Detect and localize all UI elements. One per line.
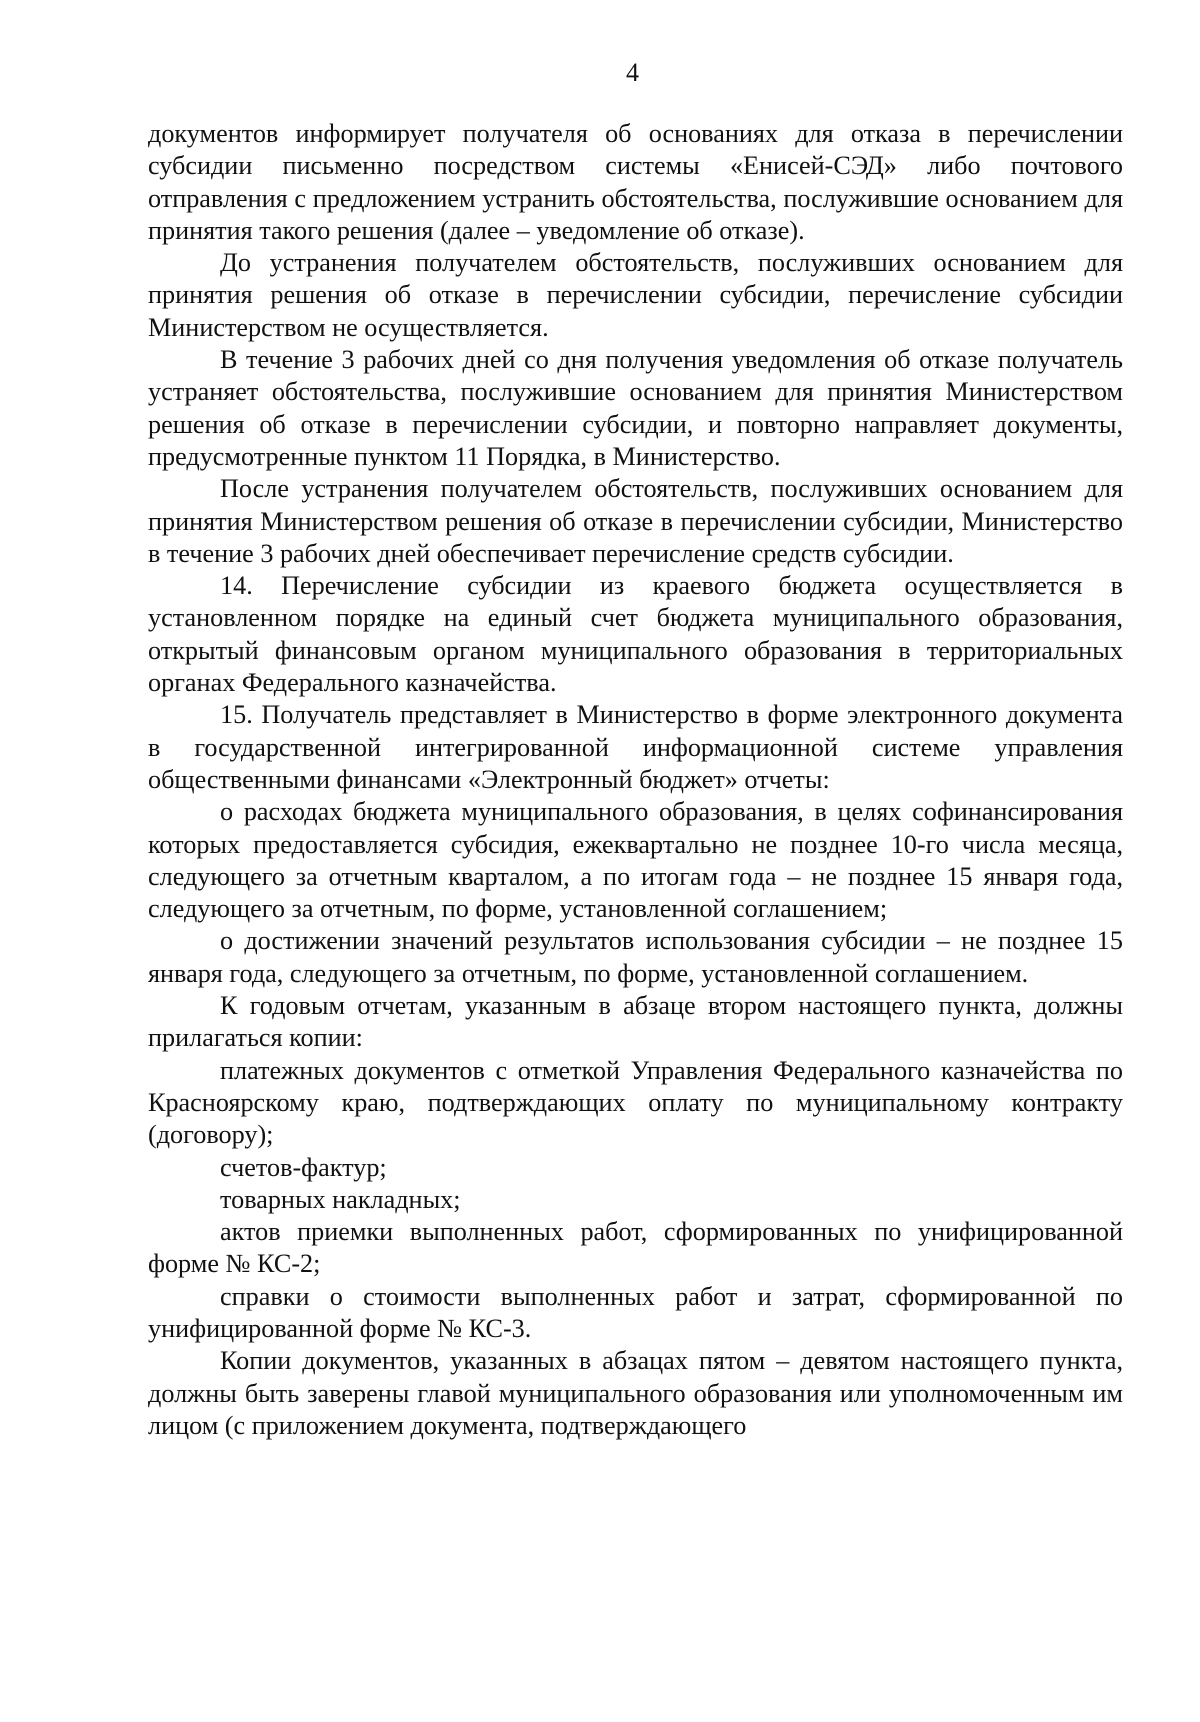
paragraph-4: После устранения получателем обстоятельств, послуживших основанием для принятия Министерством решения об отказе в перечислении субсидии, Министерство в течение 3 рабочих дней обеспечивает перечисление средств субсидии.: [148, 474, 1123, 568]
paragraph-copies-certification: Копии документов, указанных в абзацах пятом – девятом настоящего пункта, должны быть заверены главой муниципального образования или уполномоченным им лицом (с приложением документа, подтверждающего: [148, 1346, 1123, 1440]
list-item-waybills: товарных накладных;: [220, 1184, 461, 1214]
page-number: 4: [626, 58, 639, 87]
list-item-ks3-certificate: справки о стоимости выполненных работ и затрат, сформированной по унифицированной форме № КС-3.: [148, 1281, 1123, 1343]
paragraph-1: документов информирует получателя об основаниях для отказа в перечислении субсидии письменно посредством системы «Енисей-СЭД» либо почтового отправления с предложением устранить обстоятельства, послужившие основанием для принятия такого решения (далее – уведомление об отказе).: [148, 119, 1123, 245]
paragraph-item-15: 15. Получатель представляет в Министерство в форме электронного документа в государственной интегрированной информационной системе управления общественными финансами «Электронный бюджет» отчеты:: [148, 700, 1123, 794]
document-body: [148, 118, 1123, 1442]
paragraph-annual-reports: К годовым отчетам, указанным в абзаце втором настоящего пункта, должны прилагаться копии:: [148, 991, 1123, 1053]
paragraph-item-14: 14. Перечисление субсидии из краевого бюджета осуществляется в установленном порядке на единый счет бюджета муниципального образования, открытый финансовым органом муниципального образования в территориальных органах Федерального казначейства.: [148, 571, 1123, 698]
list-item-invoices: счетов-фактур;: [220, 1152, 387, 1182]
paragraph-report-expenses: о расходах бюджета муниципального образования, в целях софинансирования которых предоставляется субсидия, ежеквартально не позднее 10-го числа месяца, следующего за отчетным кварталом, а по итогам года – не позднее 15 января года, следующего за отчетным, по форме, установленной соглашением;: [148, 797, 1123, 924]
paragraph-report-results: о достижении значений результатов использования субсидии – не позднее 15 января года, следующего за отчетным, по форме, установленной соглашением.: [148, 926, 1123, 988]
paragraph-3: В течение 3 рабочих дней со дня получения уведомления об отказе получатель устраняет обстоятельства, послужившие основанием для принятия Министерством решения об отказе в перечислении субсидии, и повторно направляет документы, предусмотренные пунктом 11 Порядка, в Министерство.: [148, 345, 1123, 471]
list-item-payment-documents: платежных документов с отметкой Управления Федерального казначейства по Красноярскому краю, подтверждающих оплату по муниципальному контракту (договору);: [148, 1055, 1123, 1150]
paragraph-2: До устранения получателем обстоятельств, послуживших основанием для принятия решения об отказе в перечислении субсидии, перечисление субсидии Министерством не осуществляется.: [148, 248, 1123, 342]
list-item-ks2-acts: актов приемки выполненных работ, сформированных по унифицированной форме № КС-2;: [148, 1217, 1123, 1279]
